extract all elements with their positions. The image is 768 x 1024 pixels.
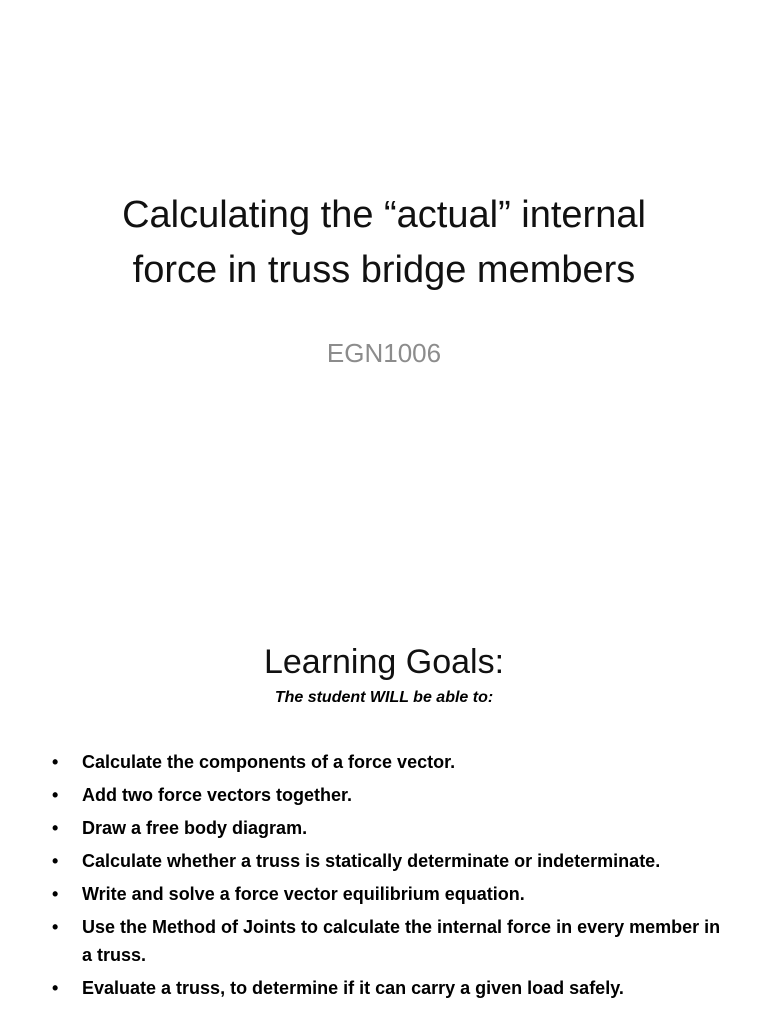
slide-title [0,188,768,298]
goal-text: Calculate whether a truss is statically determinate or indeterminate. [82,851,661,871]
bullet-icon: • [52,752,59,772]
bullet-icon: • [52,917,59,937]
goal-text: Calculate the components of a force vector. [82,752,456,772]
goals-subtitle: The student WILL be able to: [274,689,494,706]
goal-text: Use the Method of Joints to calculate the internal force in every member in a truss. [82,917,721,965]
goal-text: Add two force vectors together. [82,785,353,805]
list-item [50,847,730,875]
bullet-icon: • [52,785,59,805]
bullet-icon: • [52,818,59,838]
bullet-icon: • [52,884,59,904]
bullet-icon: • [52,851,59,871]
list-item [50,814,730,842]
slide-title-line-2: force in truss bridge members [132,249,636,291]
list-item [50,781,730,809]
goals-list [50,748,730,1007]
goals-title: Learning Goals: [263,643,505,681]
list-item [50,748,730,776]
list-item [50,913,730,969]
list-item [50,974,730,1002]
slide-subtitle: EGN1006 [326,338,442,368]
slide-title-line-1: Calculating the “actual” internal [122,194,646,236]
learning-goals-slide [0,576,768,1024]
list-item [50,880,730,908]
goal-text: Draw a free body diagram. [82,818,308,838]
goal-text: Write and solve a force vector equilibrium equation. [82,884,525,904]
bullet-icon: • [52,978,59,998]
goal-text: Evaluate a truss, to determine if it can carry a given load safely. [82,978,624,998]
